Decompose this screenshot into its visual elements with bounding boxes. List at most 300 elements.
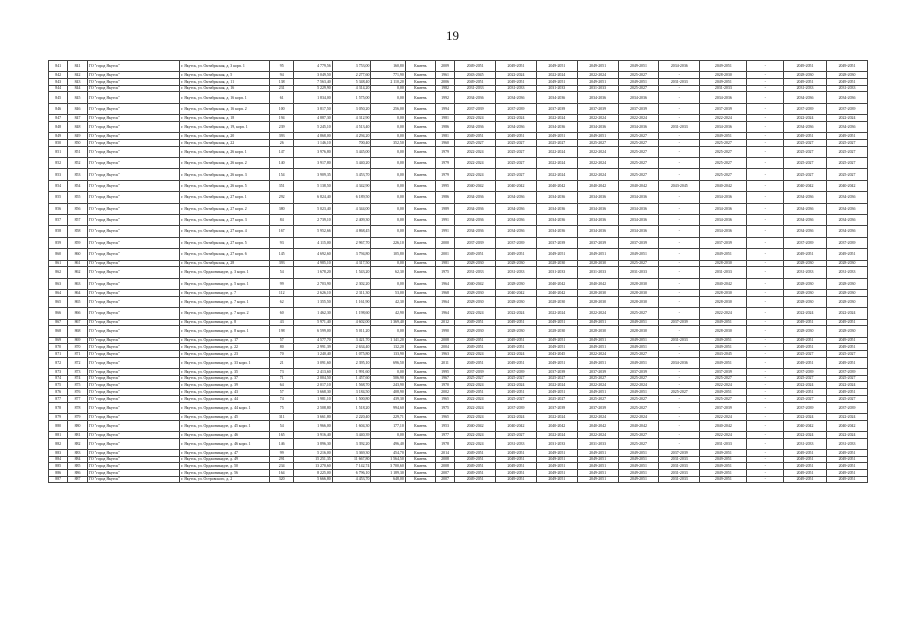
cell-registry-number: 847 — [68, 115, 87, 122]
cell-work-period-1: 2049-2051 — [455, 337, 496, 344]
cell-work-period-2: 2031-2033 — [496, 267, 537, 278]
cell-work-period-9: 2049-2051 — [784, 133, 827, 140]
cell-municipality: ГО "город Якутск" — [87, 326, 179, 337]
cell-work-period-7: 2037-2039 — [700, 402, 747, 413]
cell-work-period-3: 2025-2027 — [536, 140, 577, 147]
cell-work-period-8: - — [747, 226, 784, 237]
cell-wall-material: Камень — [405, 296, 435, 307]
cell-row-number: 858 — [49, 226, 68, 237]
cell-registry-number: 853 — [68, 169, 87, 180]
table-row — [49, 296, 868, 307]
cell-residents: 320 — [270, 476, 294, 483]
cell-work-period-7: 2025-2027 — [700, 146, 747, 157]
cell-address: г. Якутск, ул. Орджоникидзе, д. 49 — [180, 456, 270, 463]
cell-work-period-9: 2040-2042 — [784, 180, 827, 191]
cell-build-year: 1979 — [435, 146, 454, 157]
cell-work-period-6: - — [659, 103, 700, 114]
cell-registry-number: 860 — [68, 249, 87, 260]
cell-residents: 57 — [270, 389, 294, 396]
cell-work-period-7: 2049-2051 — [700, 133, 747, 140]
cell-work-period-6: - — [659, 115, 700, 122]
cell-work-period-5: 2049-2051 — [618, 450, 659, 457]
cell-registry-number: 872 — [68, 357, 87, 368]
page-number: 19 — [446, 28, 459, 43]
cell-work-period-2: 2049-2051 — [496, 450, 537, 457]
cell-work-period-1: 2049-2051 — [455, 319, 496, 326]
cell-nonliving-area: 53,00 — [371, 290, 405, 297]
cell-work-period-7: 2022-2024 — [700, 413, 747, 420]
cell-address: г. Якутск, ул. Орджоникидзе, д. 7 корп. 2 — [180, 308, 270, 319]
cell-work-period-1: 2025-2027 — [455, 140, 496, 147]
housing-table-container — [48, 60, 868, 483]
cell-address: г. Якутск, ул. Октябрьская, д. 16 — [180, 85, 270, 92]
cell-work-period-9: 2034-2036 — [784, 226, 827, 237]
cell-municipality: ГО "город Якутск" — [87, 180, 179, 191]
cell-total-area: 1 240,40 — [294, 350, 333, 357]
cell-address: г. Якутск, ул. Орджоникидзе, д. 56 — [180, 470, 270, 477]
cell-address: г. Якутск, ул. Орджоникидзе, д. 17 — [180, 337, 270, 344]
cell-work-period-10: 2037-2039 — [827, 237, 868, 248]
cell-work-period-9: 2034-2036 — [784, 203, 827, 214]
cell-nonliving-area: 0,00 — [371, 180, 405, 191]
cell-wall-material: Камень — [405, 369, 435, 376]
cell-living-area: 4 312,90 — [332, 115, 371, 122]
cell-work-period-6: - — [659, 133, 700, 140]
cell-work-period-10: 2025-2027 — [827, 140, 868, 147]
cell-build-year: 1970 — [435, 382, 454, 389]
cell-nonliving-area: 3 700,60 — [371, 463, 405, 470]
cell-work-period-10: 2049-2051 — [827, 249, 868, 260]
cell-nonliving-area: 177,10 — [371, 420, 405, 431]
cell-municipality: ГО "город Якутск" — [87, 420, 179, 431]
cell-work-period-9: 2031-2033 — [784, 267, 827, 278]
cell-work-period-4: 2034-2036 — [577, 226, 618, 237]
cell-total-area: 4 692,60 — [294, 249, 333, 260]
cell-wall-material: Камень — [405, 476, 435, 483]
cell-work-period-7: 2040-2042 — [700, 420, 747, 431]
cell-work-period-9: 2028-2030 — [784, 290, 827, 297]
cell-registry-number: 886 — [68, 470, 87, 477]
cell-work-period-8: - — [747, 215, 784, 226]
cell-residents: 57 — [270, 337, 294, 344]
cell-address: г. Якутск, ул. Октябрьская, д. 27 корп. 3 — [180, 215, 270, 226]
housing-table — [48, 60, 868, 483]
cell-nonliving-area: 160,80 — [371, 61, 405, 72]
cell-work-period-9: 2049-2051 — [784, 463, 827, 470]
cell-work-period-8: - — [747, 169, 784, 180]
cell-living-area: 4 314,20 — [332, 85, 371, 92]
cell-work-period-7: 2049-2051 — [700, 337, 747, 344]
cell-work-period-9: 2022-2024 — [784, 413, 827, 420]
cell-address: г. Якутск, ул. Октябрьская, д. 27 корп. 5 — [180, 237, 270, 248]
cell-residents: 80 — [270, 344, 294, 351]
cell-work-period-9: 2028-2030 — [784, 278, 827, 289]
cell-work-period-10: 2049-2051 — [827, 463, 868, 470]
cell-address: г. Якутск, ул. Октябрьская, д. 27 корп. 2 — [180, 203, 270, 214]
cell-work-period-6: - — [659, 375, 700, 382]
cell-wall-material: Камень — [405, 72, 435, 79]
cell-work-period-3: 2028-2030 — [536, 260, 577, 267]
cell-nonliving-area: 0,00 — [371, 192, 405, 203]
cell-work-period-4: 2022-2024 — [577, 431, 618, 438]
cell-registry-number: 850 — [68, 140, 87, 147]
cell-address: г. Якутск, ул. Орджоникидзе, д. 44 — [180, 395, 270, 402]
cell-work-period-3: 2031-2033 — [536, 267, 577, 278]
cell-living-area: 3 440,39 — [332, 431, 371, 438]
cell-municipality: ГО "город Якутск" — [87, 61, 179, 72]
cell-total-area: 1 981,10 — [294, 395, 333, 402]
cell-municipality: ГО "город Якутск" — [87, 203, 179, 214]
cell-work-period-9: 2049-2051 — [784, 470, 827, 477]
cell-work-period-8: - — [747, 260, 784, 267]
cell-work-period-5: 2025-2027 — [618, 375, 659, 382]
cell-work-period-9: 2025-2027 — [784, 146, 827, 157]
cell-work-period-7: 2049-2051 — [700, 389, 747, 396]
cell-municipality: ГО "город Якутск" — [87, 456, 179, 463]
cell-address: г. Якутск, ул. Октябрьская, д. 27 корп. 1 — [180, 192, 270, 203]
cell-nonliving-area: 0,00 — [371, 169, 405, 180]
cell-nonliving-area: 1 189,30 — [371, 470, 405, 477]
cell-wall-material: Камень — [405, 146, 435, 157]
cell-work-period-4: 2028-2030 — [577, 290, 618, 297]
cell-registry-number: 871 — [68, 350, 87, 357]
cell-address: г. Якутск, ул. Орджоникидзе, д. 8 корп. 1 — [180, 326, 270, 337]
cell-build-year: 2008 — [435, 456, 454, 463]
cell-work-period-5: 2034-2036 — [618, 121, 659, 132]
cell-nonliving-area: 2 110,20 — [371, 79, 405, 86]
cell-work-period-4: 2040-2042 — [577, 180, 618, 191]
table-row — [49, 115, 868, 122]
cell-wall-material: Камень — [405, 463, 435, 470]
cell-total-area: 15 251,35 — [294, 456, 333, 463]
cell-total-area: 5 666,80 — [294, 476, 333, 483]
cell-living-area: 3 445,00 — [332, 146, 371, 157]
cell-work-period-8: - — [747, 375, 784, 382]
cell-work-period-7: 2037-2039 — [700, 237, 747, 248]
cell-wall-material: Камень — [405, 158, 435, 169]
cell-address: г. Якутск, ул. Орджоникидзе, д. 46 корп. 1 — [180, 438, 270, 449]
cell-work-period-9: 2022-2024 — [784, 382, 827, 389]
cell-work-period-5: 2025-2027 — [618, 438, 659, 449]
cell-work-period-7: 2025-2027 — [700, 395, 747, 402]
cell-work-period-6: - — [659, 420, 700, 431]
cell-work-period-5: 2028-2030 — [618, 278, 659, 289]
cell-work-period-3: 2040-2042 — [536, 278, 577, 289]
cell-work-period-8: - — [747, 192, 784, 203]
cell-address: г. Якутск, ул. Октябрьская, д. 18 — [180, 115, 270, 122]
cell-work-period-8: - — [747, 337, 784, 344]
cell-work-period-5: 2025-2027 — [618, 431, 659, 438]
cell-work-period-6: 2031-2033 — [659, 121, 700, 132]
cell-living-area: 1 457,60 — [332, 375, 371, 382]
cell-work-period-4: 2028-2030 — [577, 260, 618, 267]
cell-total-area: 5 245,10 — [294, 121, 333, 132]
cell-work-period-10: 2025-2027 — [827, 350, 868, 357]
cell-registry-number: 885 — [68, 463, 87, 470]
cell-work-period-6: 2031-2033 — [659, 476, 700, 483]
cell-build-year: 1981 — [435, 260, 454, 267]
cell-total-area: 2 991,39 — [294, 344, 333, 351]
cell-municipality: ГО "город Якутск" — [87, 260, 179, 267]
cell-wall-material: Камень — [405, 278, 435, 289]
cell-municipality: ГО "город Якутск" — [87, 389, 179, 396]
cell-address: г. Якутск, ул. Октябрьская, д. 27 корп. 4 — [180, 226, 270, 237]
cell-work-period-7: 2031-2033 — [700, 267, 747, 278]
cell-work-period-9: 2049-2051 — [784, 389, 827, 396]
table-row — [49, 463, 868, 470]
cell-work-period-5: 2034-2036 — [618, 92, 659, 103]
cell-work-period-9: 2049-2051 — [784, 319, 827, 326]
cell-work-period-6: - — [659, 267, 700, 278]
cell-work-period-3: 2028-2030 — [536, 326, 577, 337]
cell-work-period-2: 2022-2024 — [496, 413, 537, 420]
cell-work-period-1: 2022-2024 — [455, 158, 496, 169]
cell-work-period-9: 2034-2036 — [784, 192, 827, 203]
cell-total-area: 3 917,80 — [294, 158, 333, 169]
cell-residents: 71 — [270, 375, 294, 382]
table-row — [49, 146, 868, 157]
cell-total-area: 1 966,00 — [294, 420, 333, 431]
cell-wall-material: Камень — [405, 402, 435, 413]
cell-municipality: ГО "город Якутск" — [87, 85, 179, 92]
cell-registry-number: 843 — [68, 79, 87, 86]
table-row — [49, 389, 868, 396]
cell-work-period-4: 2049-2051 — [577, 337, 618, 344]
cell-residents: 239 — [270, 121, 294, 132]
cell-work-period-10: 2034-2036 — [827, 215, 868, 226]
table-row — [49, 319, 868, 326]
cell-nonliving-area: 0,00 — [371, 133, 405, 140]
cell-work-period-4: 2025-2027 — [577, 140, 618, 147]
cell-work-period-8: - — [747, 413, 784, 420]
cell-nonliving-area: 256,00 — [371, 103, 405, 114]
cell-build-year: 1965 — [435, 395, 454, 402]
cell-living-area: 1 991,60 — [332, 369, 371, 376]
cell-row-number: 864 — [49, 290, 68, 297]
cell-work-period-9: 2028-2030 — [784, 72, 827, 79]
cell-registry-number: 875 — [68, 382, 87, 389]
cell-wall-material: Камень — [405, 319, 435, 326]
cell-work-period-1: 2049-2051 — [455, 476, 496, 483]
cell-nonliving-area: 0,00 — [371, 226, 405, 237]
cell-address: г. Якутск, ул. Орджоникидзе, д. 5 корп. 1 — [180, 278, 270, 289]
cell-work-period-4: 2022-2024 — [577, 158, 618, 169]
cell-work-period-8: - — [747, 85, 784, 92]
cell-work-period-9: 2022-2024 — [784, 431, 827, 438]
table-row — [49, 344, 868, 351]
cell-row-number: 870 — [49, 344, 68, 351]
cell-residents: 393 — [270, 260, 294, 267]
cell-work-period-1: 2034-2036 — [455, 121, 496, 132]
cell-registry-number: 852 — [68, 158, 87, 169]
cell-nonliving-area: 352,50 — [371, 140, 405, 147]
cell-registry-number: 865 — [68, 296, 87, 307]
cell-row-number: 845 — [49, 92, 68, 103]
table-row — [49, 72, 868, 79]
cell-work-period-6: 2034-2036 — [659, 61, 700, 72]
cell-row-number: 850 — [49, 140, 68, 147]
cell-work-period-5: 2049-2051 — [618, 61, 659, 72]
cell-work-period-10: 2049-2051 — [827, 389, 868, 396]
cell-work-period-1: 2040-2042 — [455, 180, 496, 191]
cell-municipality: ГО "город Якутск" — [87, 431, 179, 438]
cell-work-period-5: 2025-2027 — [618, 85, 659, 92]
cell-work-period-2: 2022-2024 — [496, 308, 537, 319]
cell-work-period-6: 2025-2027 — [659, 389, 700, 396]
cell-residents: 292 — [270, 192, 294, 203]
cell-residents: 94 — [270, 72, 294, 79]
cell-nonliving-area: 994,60 — [371, 402, 405, 413]
cell-total-area: 8 225,00 — [294, 470, 333, 477]
cell-work-period-9: 2028-2030 — [784, 326, 827, 337]
cell-build-year: 1981 — [435, 115, 454, 122]
cell-municipality: ГО "город Якутск" — [87, 357, 179, 368]
cell-nonliving-area: 62,30 — [371, 267, 405, 278]
cell-municipality: ГО "город Якутск" — [87, 375, 179, 382]
cell-address: г. Якутск, ул. Октябрьская, д. 26 корп. 3 — [180, 169, 270, 180]
cell-work-period-10: 2022-2024 — [827, 382, 868, 389]
cell-wall-material: Камень — [405, 121, 435, 132]
cell-municipality: ГО "город Якутск" — [87, 115, 179, 122]
cell-work-period-1: 2022-2024 — [455, 169, 496, 180]
cell-municipality: ГО "город Якутск" — [87, 237, 179, 248]
cell-nonliving-area: 696,50 — [371, 357, 405, 368]
cell-wall-material: Камень — [405, 237, 435, 248]
cell-work-period-7: 2028-2030 — [700, 290, 747, 297]
cell-municipality: ГО "город Якутск" — [87, 79, 179, 86]
cell-municipality: ГО "город Якутск" — [87, 121, 179, 132]
cell-wall-material: Камень — [405, 140, 435, 147]
cell-work-period-4: 2034-2036 — [577, 203, 618, 214]
cell-total-area: 2 703,90 — [294, 278, 333, 289]
cell-work-period-9: 2049-2051 — [784, 344, 827, 351]
cell-work-period-6: 2034-2036 — [659, 357, 700, 368]
cell-work-period-4: 2028-2030 — [577, 326, 618, 337]
cell-work-period-3: 2037-2039 — [536, 103, 577, 114]
cell-work-period-7: 2034-2036 — [700, 215, 747, 226]
cell-municipality: ГО "город Якутск" — [87, 296, 179, 307]
cell-work-period-8: - — [747, 237, 784, 248]
cell-work-period-1: 2022-2024 — [455, 402, 496, 413]
cell-total-area: 3 916,40 — [294, 431, 333, 438]
table-row — [49, 413, 868, 420]
cell-work-period-1: 2022-2024 — [455, 413, 496, 420]
cell-address: г. Якутск, ул. Орджоникидзе, д. 44 корп. 1 — [180, 402, 270, 413]
cell-registry-number: 869 — [68, 337, 87, 344]
cell-living-area: 5 011,20 — [332, 326, 371, 337]
cell-work-period-3: 2025-2027 — [536, 395, 577, 402]
cell-nonliving-area: 0,00 — [371, 92, 405, 103]
cell-residents: 147 — [270, 146, 294, 157]
cell-work-period-1: 2034-2036 — [455, 92, 496, 103]
cell-work-period-9: 2049-2051 — [784, 61, 827, 72]
cell-living-area: 4 344,00 — [332, 203, 371, 214]
cell-total-area: 4 985,10 — [294, 260, 333, 267]
cell-work-period-2: 2049-2051 — [496, 133, 537, 140]
cell-registry-number: 868 — [68, 326, 87, 337]
cell-build-year: 1981 — [435, 133, 454, 140]
cell-build-year: 1960 — [435, 140, 454, 147]
cell-work-period-6: - — [659, 260, 700, 267]
cell-work-period-4: 2031-2033 — [577, 85, 618, 92]
cell-work-period-5: 2037-2039 — [618, 369, 659, 376]
cell-work-period-2: 2049-2051 — [496, 61, 537, 72]
cell-wall-material: Камень — [405, 169, 435, 180]
cell-address: г. Якутск, ул. Октябрьская, д. 26 корп. 2 — [180, 158, 270, 169]
cell-address: г. Якутск, ул. Орджоникидзе, д. 35 — [180, 369, 270, 376]
cell-work-period-2: 2025-2027 — [496, 158, 537, 169]
cell-work-period-6: - — [659, 382, 700, 389]
cell-living-area: 1 161,90 — [332, 296, 371, 307]
cell-work-period-1: 2049-2051 — [455, 357, 496, 368]
cell-wall-material: Камень — [405, 85, 435, 92]
cell-work-period-1: 2031-2033 — [455, 267, 496, 278]
cell-work-period-4: 2049-2051 — [577, 249, 618, 260]
cell-row-number: 860 — [49, 249, 68, 260]
cell-work-period-8: - — [747, 470, 784, 477]
cell-living-area: 4 513,40 — [332, 121, 371, 132]
cell-work-period-5: 2022-2024 — [618, 382, 659, 389]
cell-nonliving-area: 454,70 — [371, 450, 405, 457]
cell-work-period-8: - — [747, 278, 784, 289]
cell-work-period-10: 2022-2024 — [827, 413, 868, 420]
cell-municipality: ГО "город Якутск" — [87, 192, 179, 203]
cell-work-period-1: 2025-2027 — [455, 375, 496, 382]
cell-work-period-8: - — [747, 158, 784, 169]
cell-work-period-6: 2037-2039 — [659, 319, 700, 326]
cell-municipality: ГО "город Якутск" — [87, 215, 179, 226]
cell-nonliving-area: 506,90 — [371, 375, 405, 382]
table-row — [49, 61, 868, 72]
cell-municipality: ГО "город Якутск" — [87, 267, 179, 278]
cell-work-period-2: 2049-2051 — [496, 476, 537, 483]
cell-work-period-9: 2025-2027 — [784, 395, 827, 402]
cell-work-period-3: 2049-2051 — [536, 470, 577, 477]
cell-work-period-3: 2031-2033 — [536, 85, 577, 92]
cell-work-period-7: 2025-2027 — [700, 158, 747, 169]
cell-work-period-5: 2049-2051 — [618, 357, 659, 368]
cell-living-area: 1 075,80 — [332, 350, 371, 357]
cell-wall-material: Камень — [405, 389, 435, 396]
cell-work-period-3: 2049-2051 — [536, 344, 577, 351]
cell-municipality: ГО "город Якутск" — [87, 278, 179, 289]
cell-total-area: 3 091,60 — [294, 357, 333, 368]
cell-work-period-1: 2049-2051 — [455, 450, 496, 457]
cell-living-area: 4 602,00 — [332, 319, 371, 326]
cell-work-period-5: 2028-2030 — [618, 296, 659, 307]
cell-work-period-3: 2049-2051 — [536, 319, 577, 326]
cell-work-period-5: 2025-2027 — [618, 169, 659, 180]
table-row — [49, 226, 868, 237]
cell-work-period-2: 2049-2051 — [496, 319, 537, 326]
cell-work-period-2: 2037-2039 — [496, 402, 537, 413]
table-row — [49, 133, 868, 140]
cell-registry-number: 873 — [68, 369, 87, 376]
cell-build-year: 1994 — [435, 103, 454, 114]
cell-work-period-10: 2022-2024 — [827, 431, 868, 438]
cell-work-period-10: 2049-2051 — [827, 470, 868, 477]
cell-total-area: 3 817,50 — [294, 103, 333, 114]
cell-build-year: 1964 — [435, 296, 454, 307]
cell-residents: 194 — [270, 115, 294, 122]
cell-address: г. Якутск, ул. Орджоникидзе, д. 47 — [180, 450, 270, 457]
cell-municipality: ГО "город Якутск" — [87, 438, 179, 449]
cell-work-period-7: 2049-2051 — [700, 79, 747, 86]
cell-work-period-3: 2040-2042 — [536, 180, 577, 191]
cell-row-number: 875 — [49, 382, 68, 389]
cell-registry-number: 861 — [68, 260, 87, 267]
cell-work-period-4: 2049-2051 — [577, 389, 618, 396]
